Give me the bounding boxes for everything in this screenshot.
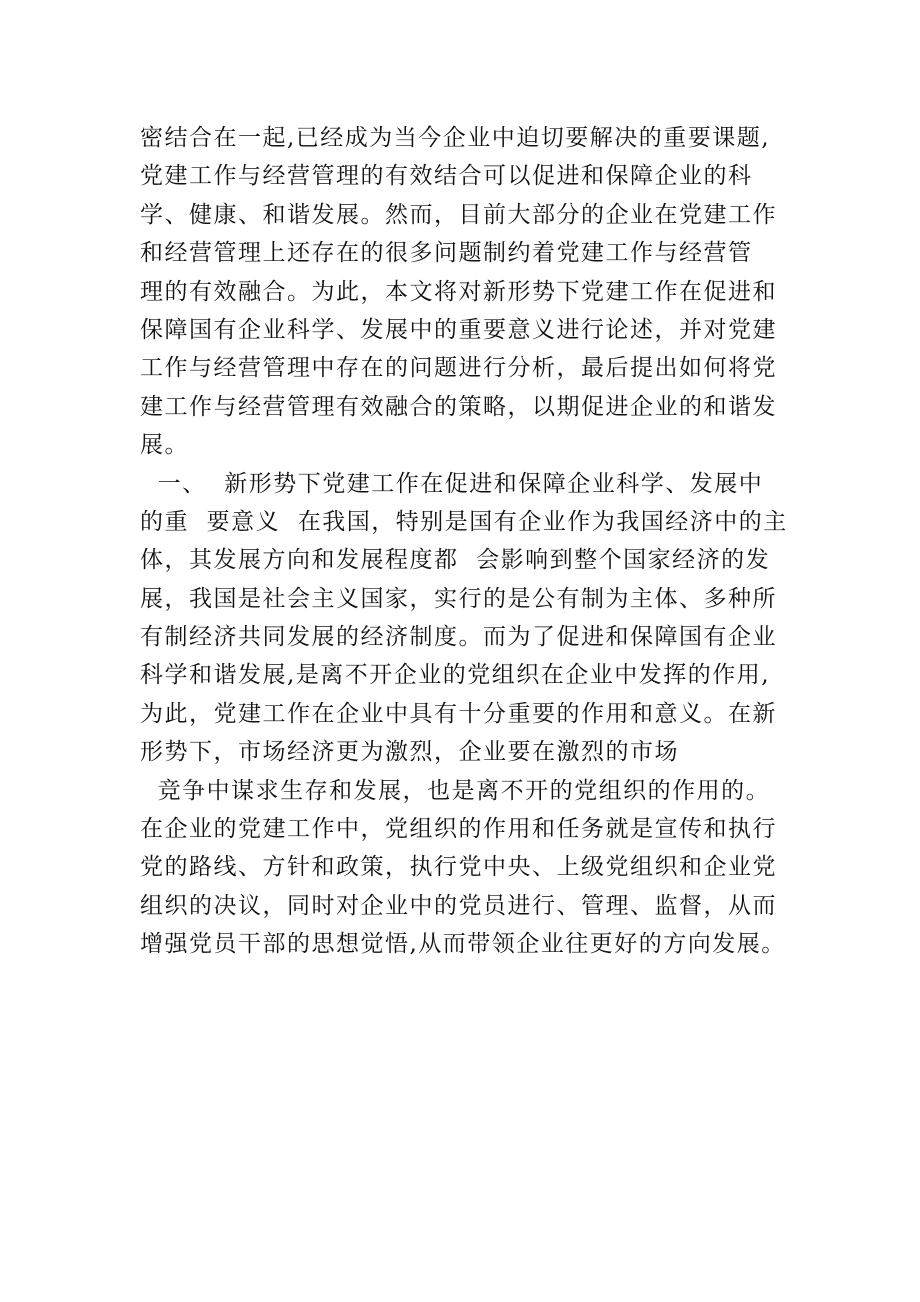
text-line: 建工作与经营管理有效融合的策略，以期促进企业的和谐发 xyxy=(140,393,777,420)
text-line: 展，我国是社会主义国家，实行的是公有制为主体、多种所 xyxy=(140,585,777,612)
text-line: 展。 xyxy=(140,432,189,459)
section-heading-line: 一、 新形势下党建工作在促进和保障企业科学、发展中 xyxy=(140,470,764,497)
text-line: 为此，党建工作在企业中具有十分重要的作用和意义。在新 xyxy=(140,700,777,727)
text-line: 党建工作与经营管理的有效结合可以促进和保障企业的科 xyxy=(140,163,753,190)
text-line: 党的路线、方针和政策，执行党中央、上级党组织和企业党 xyxy=(140,854,777,881)
text-line: 体，其发展方向和发展程度都 会影响到整个国家经济的发 xyxy=(140,547,771,574)
text-line: 学、健康、和谐发展。然而，目前大部分的企业在党建工作 xyxy=(140,201,777,228)
text-line: 和经营管理上还存在的很多问题制约着党建工作与经营管 xyxy=(140,240,753,267)
text-line: 理的有效融合。为此，本文将对新形势下党建工作在促进和 xyxy=(140,278,777,305)
text-line: 在企业的党建工作中，党组织的作用和任务就是宣传和执行 xyxy=(140,816,777,843)
text-line: 形势下，市场经济更为激烈，企业要在激烈的市场 xyxy=(140,739,679,766)
text-line: 工作与经营管理中存在的问题进行分析，最后提出如何将党 xyxy=(140,355,777,382)
text-line: 增强党员干部的思想觉悟,从而带领企业往更好的方向发展。 xyxy=(140,931,786,958)
text-line: 密结合在一起,已经成为当今企业中迫切要解决的重要课题, xyxy=(140,125,771,151)
text-line: 科学和谐发展,是离不开企业的党组织在企业中发挥的作用, xyxy=(140,662,771,689)
text-line: 的重 要意义 在我国，特别是国有企业作为我国经济中的主 xyxy=(140,508,788,535)
text-line: 保障国有企业科学、发展中的重要意义进行论述，并对党建 xyxy=(140,316,777,343)
text-line: 有制经济共同发展的经济制度。而为了促进和保障国有企业 xyxy=(140,624,777,651)
text-line: 组织的决议，同时对企业中的党员进行、管理、监督，从而 xyxy=(140,892,777,919)
body-text xyxy=(140,119,820,964)
text-line: 竞争中谋求生存和发展，也是离不开的党组织的作用的。 xyxy=(140,777,771,804)
